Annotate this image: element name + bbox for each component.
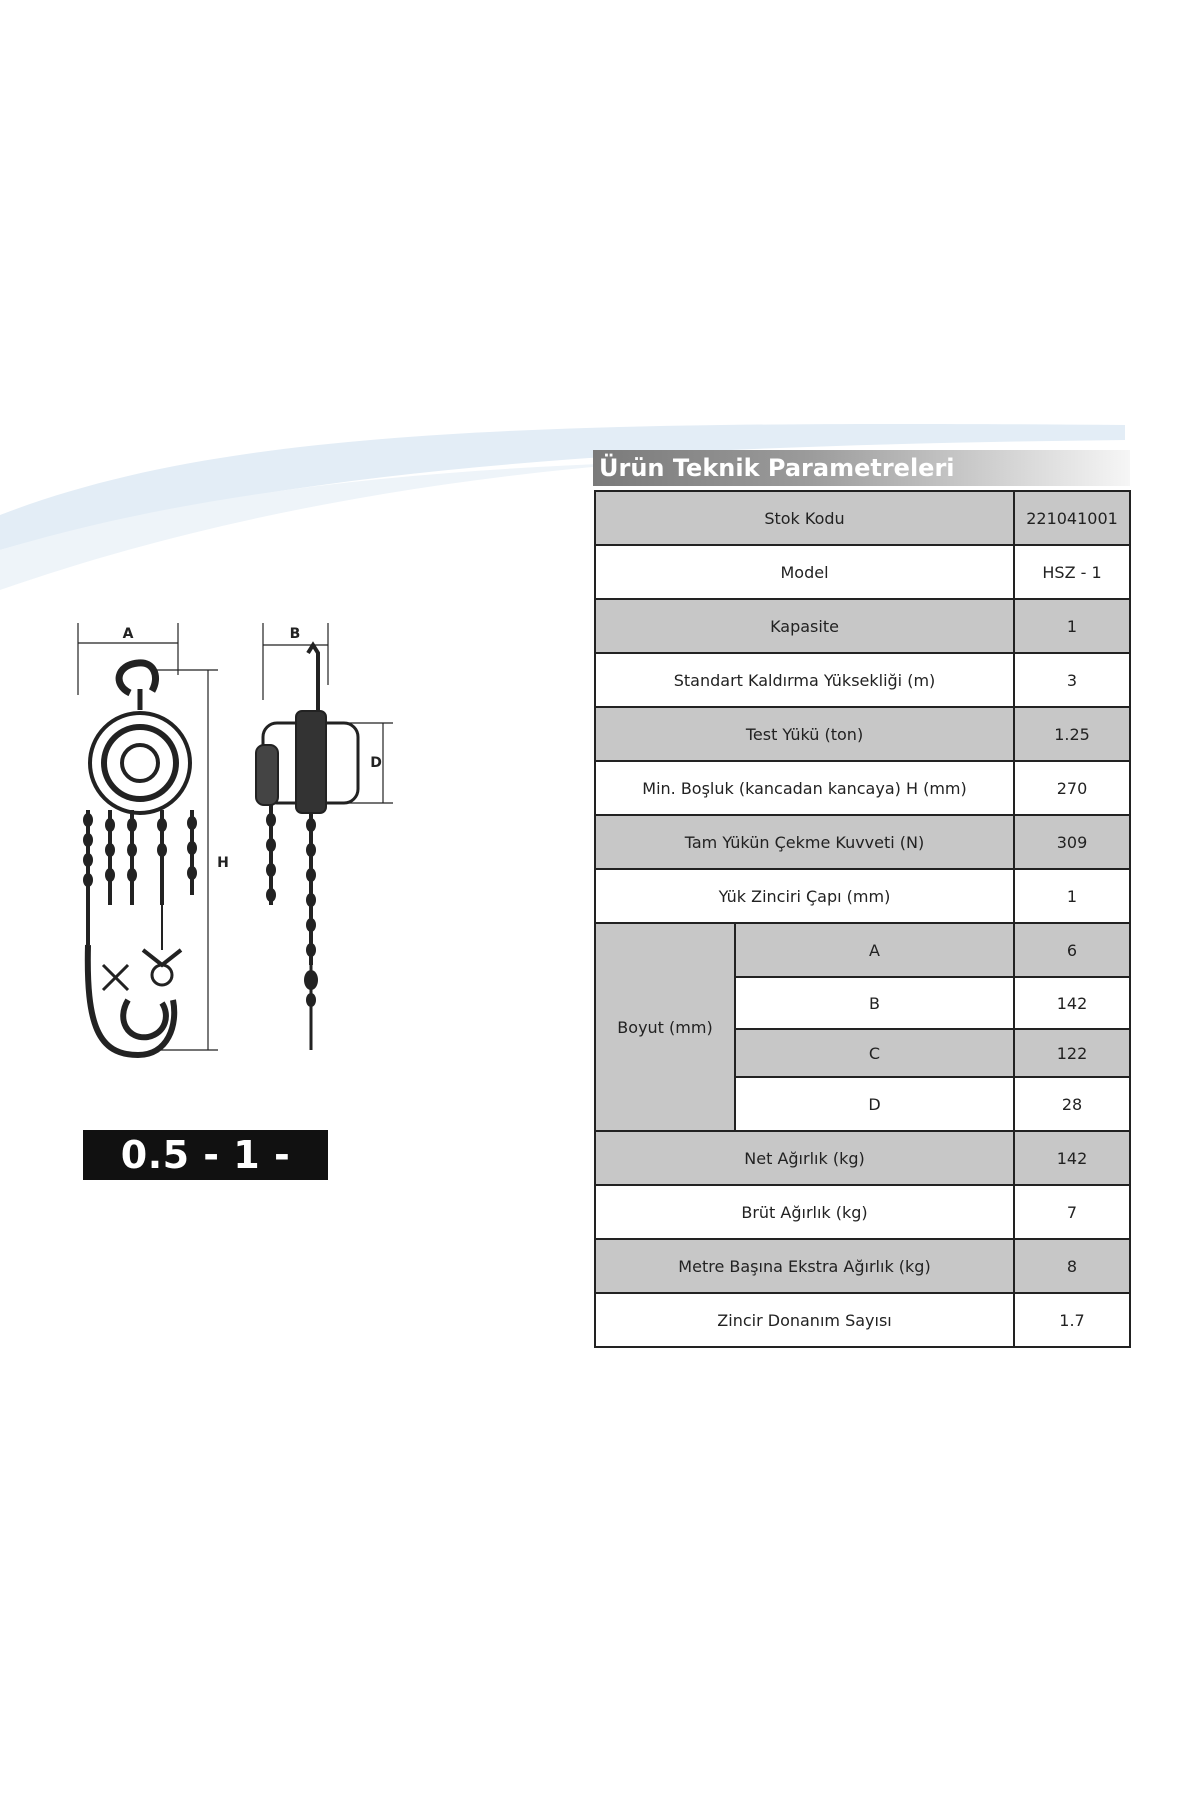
dimension-label-b: B: [289, 626, 301, 642]
dimension-value: 6: [1014, 923, 1130, 977]
dimension-label-h: H: [217, 855, 229, 871]
spec-row: [595, 761, 1130, 815]
spec-label: Standart Kaldırma Yüksekliği (m): [595, 653, 1014, 707]
spec-label: Kapasite: [595, 599, 1014, 653]
dimension-key: B: [735, 977, 1014, 1029]
chain-hoist-drawing: [58, 605, 420, 1095]
dimension-key: D: [735, 1077, 1014, 1131]
spec-label: Metre Başına Ekstra Ağırlık (kg): [595, 1239, 1014, 1293]
spec-row: [595, 869, 1130, 923]
dimension-row: [595, 923, 1130, 977]
spec-label: Net Ağırlık (kg): [595, 1131, 1014, 1185]
spec-row: [595, 1239, 1130, 1293]
dimension-key: A: [735, 923, 1014, 977]
spec-label: Test Yükü (ton): [595, 707, 1014, 761]
spec-value: 1: [1014, 869, 1130, 923]
spec-value: 309: [1014, 815, 1130, 869]
dimension-value: 28: [1014, 1077, 1130, 1131]
dimension-label: Boyut (mm): [595, 923, 735, 1131]
spec-row: [595, 491, 1130, 545]
spec-title: Ürün Teknik Parametreleri: [593, 450, 1130, 486]
spec-row: [595, 545, 1130, 599]
spec-row: [595, 707, 1130, 761]
spec-label: Min. Boşluk (kancadan kancaya) H (mm): [595, 761, 1014, 815]
spec-value: 1.7: [1014, 1293, 1130, 1347]
spec-row: [595, 1185, 1130, 1239]
spec-row: [595, 1131, 1130, 1185]
spec-value: 7: [1014, 1185, 1130, 1239]
spec-label: Tam Yükün Çekme Kuvveti (N): [595, 815, 1014, 869]
spec-value: 221041001: [1014, 491, 1130, 545]
spec-label: Zincir Donanım Sayısı: [595, 1293, 1014, 1347]
dimension-value: 142: [1014, 977, 1130, 1029]
dimension-key: C: [735, 1029, 1014, 1077]
spec-value: 1: [1014, 599, 1130, 653]
spec-label: Yük Zinciri Çapı (mm): [595, 869, 1014, 923]
spec-label: Stok Kodu: [595, 491, 1014, 545]
spec-value: 270: [1014, 761, 1130, 815]
spec-row: [595, 653, 1130, 707]
dimension-label-d: D: [370, 755, 382, 771]
spec-row: [595, 1293, 1130, 1347]
spec-value: 8: [1014, 1239, 1130, 1293]
dimension-value: 122: [1014, 1029, 1130, 1077]
spec-value: 142: [1014, 1131, 1130, 1185]
spec-row: [595, 599, 1130, 653]
dimension-label-a: A: [122, 626, 134, 642]
spec-value: 1.25: [1014, 707, 1130, 761]
capacity-badge: 0.5 - 1 - 1.5: [83, 1130, 328, 1180]
spec-table: [594, 490, 1131, 1348]
spec-value: HSZ - 1: [1014, 545, 1130, 599]
spec-value: 3: [1014, 653, 1130, 707]
spec-label: Model: [595, 545, 1014, 599]
spec-row: [595, 815, 1130, 869]
spec-label: Brüt Ağırlık (kg): [595, 1185, 1014, 1239]
